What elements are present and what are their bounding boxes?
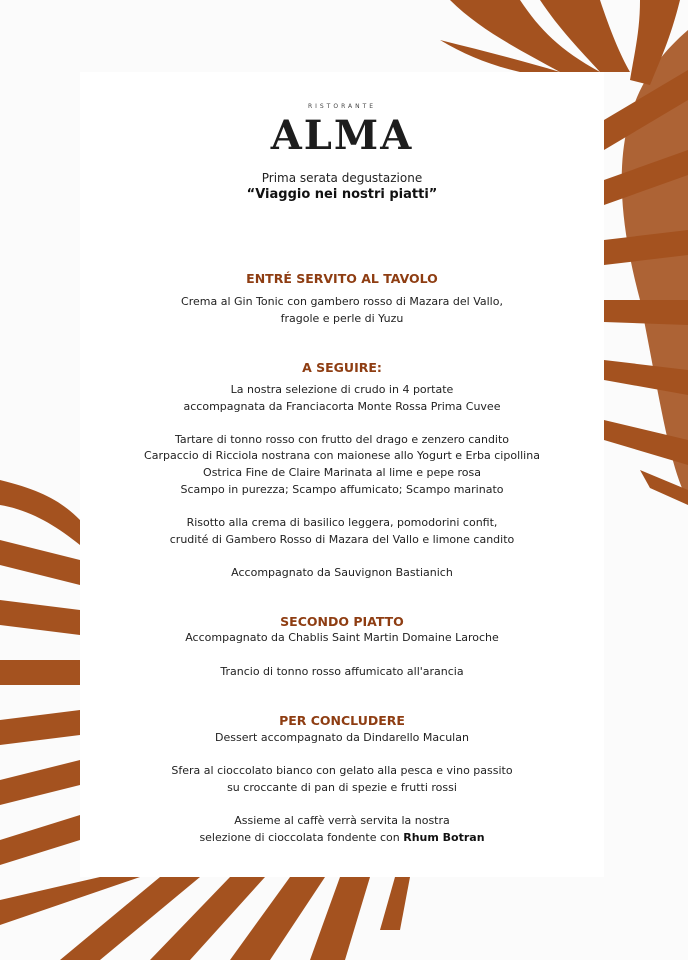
menu-line: La nostra selezione di crudo in 4 portate: [230, 383, 454, 396]
menu-line: [80, 831, 604, 844]
menu-line: Ostrica Fine de Claire Marinata al lime e pepe rosa: [203, 466, 481, 479]
menu-line: fragole e perle di Yuzu: [280, 312, 404, 325]
menu-line: Trancio di tonno rosso affumicato all'arancia: [220, 665, 464, 678]
menu-line: Scampo in purezza; Scampo affumicato; Scampo marinato: [180, 483, 504, 496]
brand-tagline: RISTORANTE: [307, 103, 377, 110]
menu-line: Assieme al caffè verrà servita la nostra: [234, 814, 450, 827]
menu-line: Accompagnato da Sauvignon Bastianich: [231, 566, 453, 579]
section-heading-per-concludere: PER CONCLUDERE: [279, 713, 405, 728]
menu-line: Dessert accompagnato da Dindarello Maculan: [215, 731, 469, 744]
menu-line: su croccante di pan di spezie e frutti rossi: [227, 781, 457, 794]
section-heading-entre: ENTRÉ SERVITO AL TAVOLO: [246, 271, 438, 286]
section-heading-a-seguire: A SEGUIRE:: [302, 360, 382, 375]
menu-line: crudité di Gambero Rosso di Mazara del Vallo e limone candito: [169, 533, 515, 546]
menu-subtitle: Prima serata degustazione: [261, 171, 423, 185]
section-heading-secondo-piatto: SECONDO PIATTO: [280, 614, 404, 629]
menu-line: Crema al Gin Tonic con gambero rosso di Mazara del Vallo,: [181, 295, 503, 308]
brand-logo: ALMA: [270, 112, 414, 159]
menu-title: “Viaggio nei nostri piatti”: [246, 187, 438, 202]
menu-line: Risotto alla crema di basilico leggera, pomodorini confit,: [186, 516, 498, 529]
menu-line-bold: Rhum Botran: [403, 831, 485, 844]
menu-line: Tartare di tonno rosso con frutto del drago e zenzero candito: [174, 433, 510, 446]
menu-line: Carpaccio di Ricciola nostrana con maionese allo Yogurt e Erba cipollina: [144, 449, 540, 462]
menu-line: accompagnata da Franciacorta Monte Rossa Prima Cuvee: [183, 400, 501, 413]
menu-line: Sfera al cioccolato bianco con gelato alla pesca e vino passito: [171, 764, 513, 777]
menu-line-text: selezione di cioccolata fondente con: [199, 831, 400, 844]
menu-line: Accompagnato da Chablis Saint Martin Domaine Laroche: [185, 631, 499, 644]
